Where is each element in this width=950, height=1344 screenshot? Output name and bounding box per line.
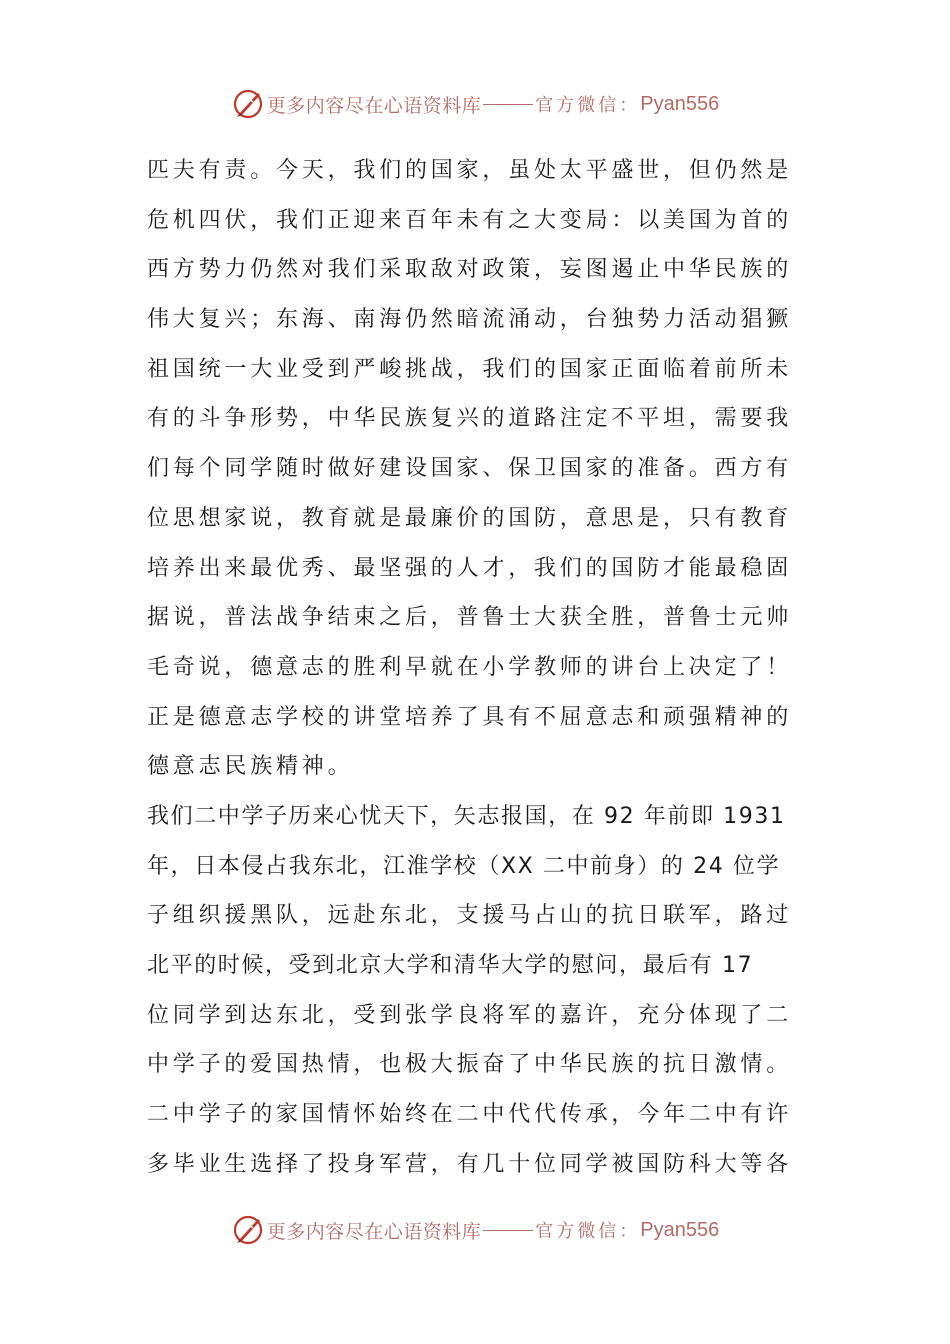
banner-contact-id: Pyan556	[640, 92, 720, 115]
body-line: 北平的时候，受到北京大学和清华大学的慰问，最后有 17	[147, 953, 754, 978]
pen-logo-icon	[231, 1213, 265, 1247]
body-line: 位同学到达东北，受到张学良将军的嘉许，充分体现了二	[147, 1002, 793, 1028]
header-watermark-banner	[0, 84, 950, 124]
banner-contact-label: 官方微信：	[535, 95, 641, 116]
body-line: 多毕业生选择了投身军营，有几十位同学被国防科大等各	[147, 1151, 793, 1177]
body-line: 培养出来最优秀、最坚强的人才，我们的国防才能最稳固	[147, 555, 793, 581]
body-line: 子组织援黑队，远赴东北，支援马占山的抗日联军，路过	[147, 903, 793, 929]
body-line: 据说，普法战争结束之后，普鲁士大获全胜，普鲁士元帅	[147, 605, 793, 631]
banner-site-text: 更多内容尽在心语资料库	[266, 94, 482, 117]
banner-dash-divider	[483, 104, 533, 105]
body-line: 位思想家说，教育就是最廉价的国防，意思是，只有教育	[147, 505, 793, 531]
body-line: 年，日本侵占我东北，江淮学校（XX 二中前身）的 24 位学	[147, 853, 781, 879]
footer-watermark-banner	[0, 1210, 950, 1250]
banner-site-text: 更多内容尽在心语资料库	[266, 1220, 482, 1243]
banner-contact-id: Pyan556	[640, 1218, 720, 1241]
banner-contact-label: 官方微信：	[535, 1221, 641, 1242]
pen-logo-icon	[231, 87, 265, 121]
body-line: 中学子的爱国热情，也极大振奋了中华民族的抗日激情。	[147, 1052, 793, 1078]
body-line: 危机四伏，我们正迎来百年未有之大变局：以美国为首的	[147, 207, 793, 233]
body-line: 们每个同学随时做好建设国家、保卫国家的准备。西方有	[147, 456, 793, 482]
document-body	[147, 146, 807, 1189]
banner-dash-divider	[483, 1230, 533, 1231]
body-line: 祖国统一大业受到严峻挑战，我们的国家正面临着前所未	[147, 356, 793, 382]
body-line: 西方势力仍然对我们采取敌对政策，妄图遏止中华民族的	[147, 257, 793, 283]
body-line: 德意志民族精神。	[147, 754, 354, 780]
body-line: 伟大复兴；东海、南海仍然暗流涌动，台独势力活动猖獗	[147, 307, 793, 333]
body-line: 毛奇说，德意志的胜利早就在小学教师的讲台上决定了！	[147, 654, 793, 680]
body-line: 二中学子的家国情怀始终在二中代代传承，今年二中有许	[147, 1102, 793, 1128]
body-line: 有的斗争形势，中华民族复兴的道路注定不平坦，需要我	[147, 406, 793, 432]
body-line: 我们二中学子历来心忧天下，矢志报国，在 92 年前即 1931	[147, 803, 786, 829]
body-line: 正是德意志学校的讲堂培养了具有不屈意志和顽强精神的	[147, 704, 793, 730]
body-line: 匹夫有责。今天，我们的国家，虽处太平盛世，但仍然是	[147, 158, 793, 183]
